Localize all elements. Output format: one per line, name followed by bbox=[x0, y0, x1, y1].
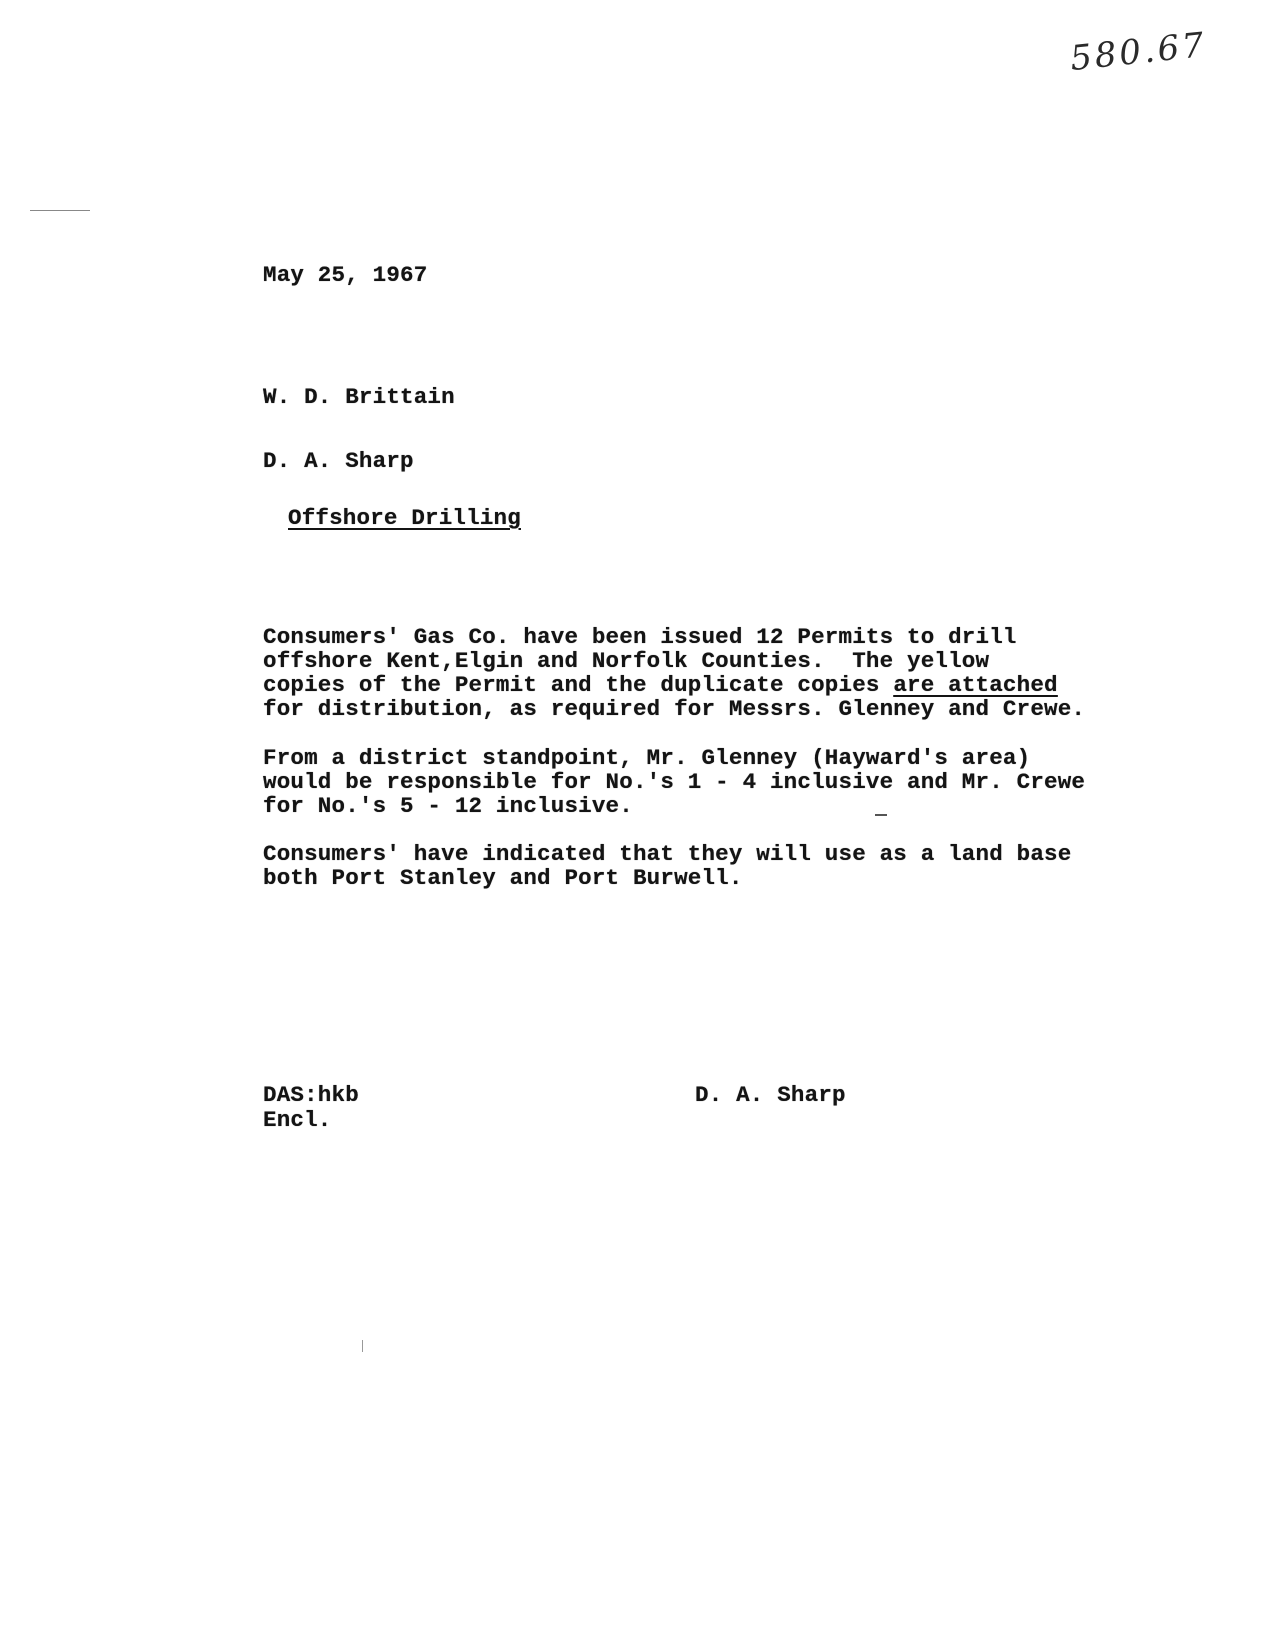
paragraph-3-line-2: both Port Stanley and Port Burwell. bbox=[263, 865, 743, 891]
memo-date: May 25, 1967 bbox=[263, 262, 428, 288]
paragraph-1-line-3-text: copies of the Permit and the duplicate copies bbox=[263, 672, 894, 698]
memo-sender: D. A. Sharp bbox=[263, 448, 414, 474]
reference-initials: DAS:hkb bbox=[263, 1082, 359, 1108]
paragraph-2-line-3: for No.'s 5 - 12 inclusive. bbox=[263, 793, 633, 819]
paragraph-1-line-2: offshore Kent,Elgin and Norfolk Counties. The yellow bbox=[263, 648, 990, 674]
paragraph-2-line-2: would be responsible for No.'s 1 - 4 inclusive and Mr. Crewe bbox=[263, 769, 1086, 795]
signature-name: D. A. Sharp bbox=[695, 1082, 846, 1108]
scan-dash bbox=[875, 814, 887, 816]
memo-recipient: W. D. Brittain bbox=[263, 384, 455, 410]
underlined-are-attached: are attached bbox=[893, 672, 1058, 698]
memo-subject: Offshore Drilling bbox=[288, 505, 521, 531]
paragraph-1-line-3 bbox=[263, 672, 1058, 698]
scan-speck bbox=[30, 210, 90, 211]
paragraph-3-line-1: Consumers' have indicated that they will use as a land base bbox=[263, 841, 1072, 867]
scan-tick bbox=[362, 1340, 363, 1352]
paragraph-1-line-1: Consumers' Gas Co. have been issued 12 Permits to drill bbox=[263, 624, 1017, 650]
paragraph-1-line-4: for distribution, as required for Messrs. Glenney and Crewe. bbox=[263, 696, 1086, 722]
handwritten-file-number: 580.67 bbox=[1068, 24, 1209, 80]
paragraph-2-line-1: From a district standpoint, Mr. Glenney (Hayward's area) bbox=[263, 745, 1031, 771]
enclosure-note: Encl. bbox=[263, 1107, 332, 1133]
